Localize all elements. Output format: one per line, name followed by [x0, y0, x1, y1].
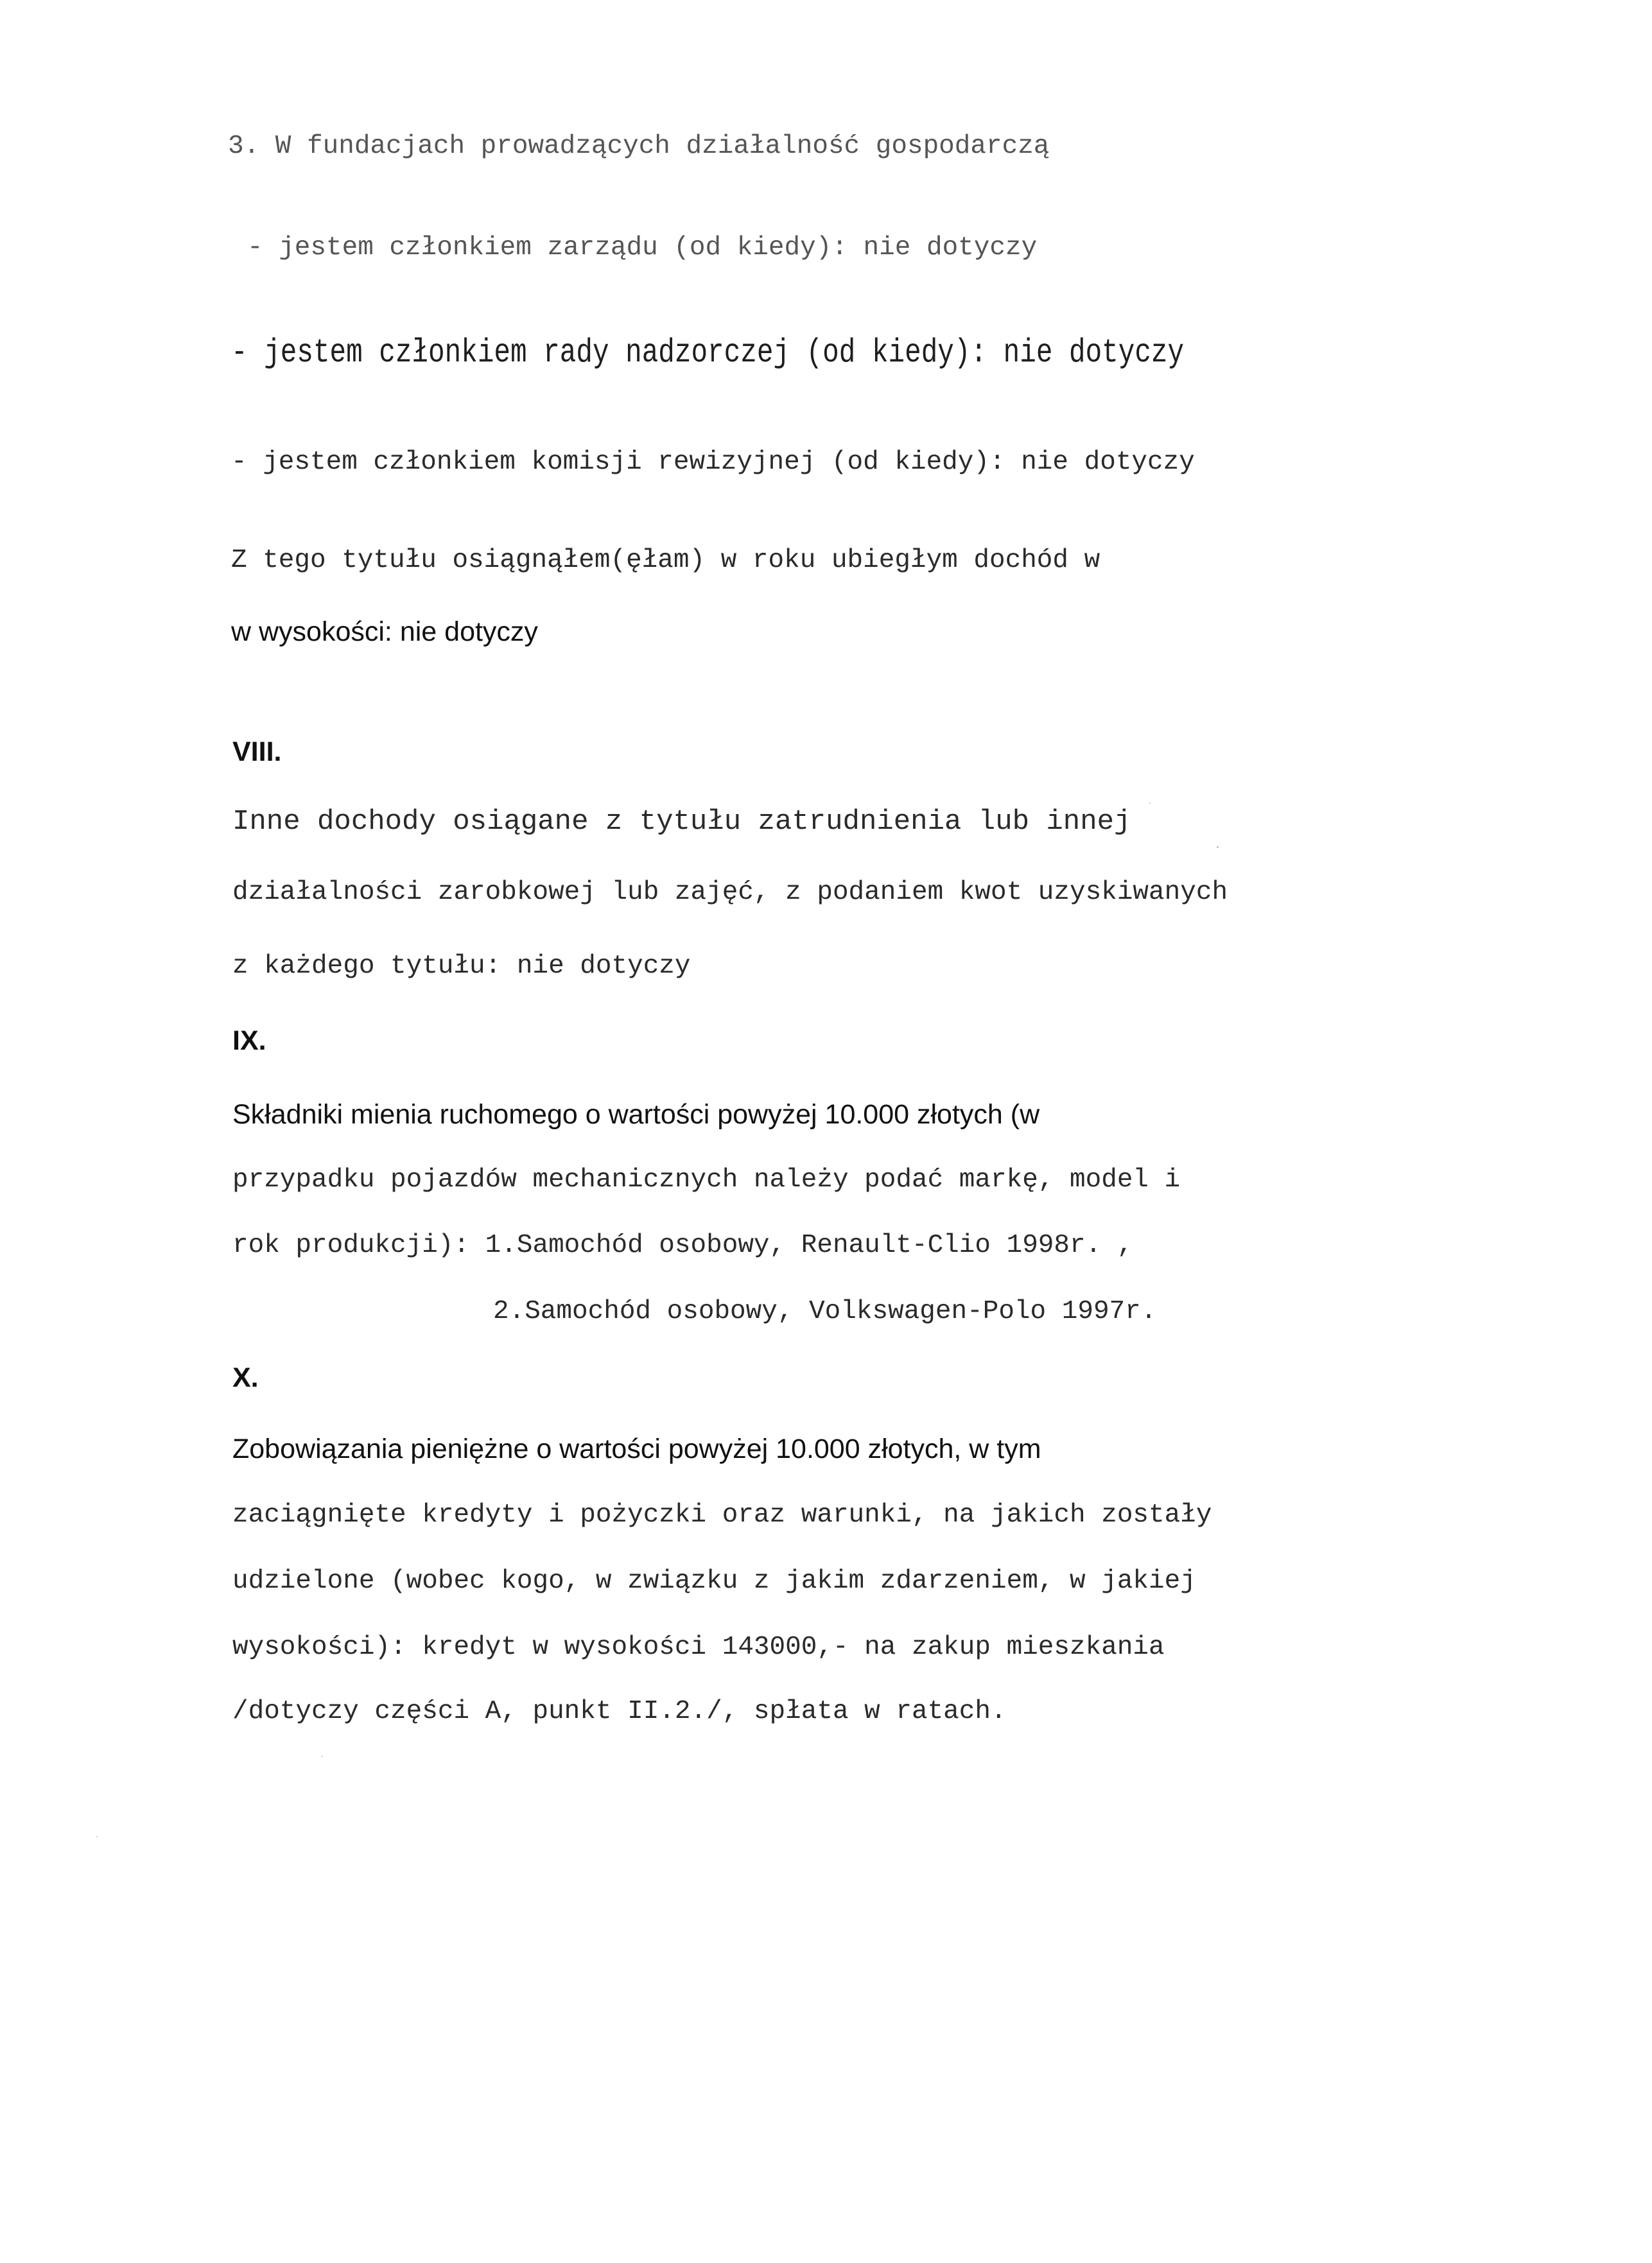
section-ix-line-2: przypadku pojazdów mechanicznych należy podać markę, model i	[232, 1165, 1181, 1195]
section-x-line-5: /dotyczy części A, punkt II.2./, spłata w ratach.	[232, 1697, 1007, 1726]
section-x-line-4: wysokości): kredyt w wysokości 143000,- na zakup mieszkania	[232, 1633, 1165, 1662]
supervisory-board-line: - jestem członkiem rady nadzorczej (od kiedy): nie dotyczy	[231, 334, 1185, 372]
section-x-line-3: udzielone (wobec kogo, w związku z jakim zdarzeniem, w jakiej	[232, 1566, 1196, 1596]
section-x-number: X.	[232, 1362, 259, 1393]
income-line-1: Z tego tytułu osiągnąłem(ęłam) w roku ubiegłym dochód w	[231, 546, 1100, 575]
section-ix-number: IX.	[232, 1025, 266, 1056]
section-viii-line-3: z każdego tytułu: nie dotyczy	[232, 951, 691, 981]
section-viii-number: VIII.	[232, 736, 282, 767]
section-x-line-2: zaciągnięte kredyty i pożyczki oraz warunki, na jakich zostały	[232, 1500, 1212, 1530]
scan-speck	[96, 1836, 98, 1837]
scan-speck	[1149, 802, 1151, 804]
section-ix-line-1: Składniki mienia ruchomego o wartości powyżej 10.000 złotych (w	[232, 1099, 1040, 1130]
section-x-line-1: Zobowiązania pieniężne o wartości powyżej 10.000 złotych, w tym	[232, 1434, 1041, 1464]
audit-committee-line: - jestem członkiem komisji rewizyjnej (od kiedy): nie dotyczy	[231, 447, 1195, 477]
section-viii-line-2: działalności zarobkowej lub zajęć, z podaniem kwot uzyskiwanych	[232, 878, 1228, 907]
board-member-line: - jestem członkiem zarządu (od kiedy): nie dotyczy	[247, 233, 1038, 263]
section-ix-line-3: rok produkcji): 1.Samochód osobowy, Renault-Clio 1998r. ,	[232, 1231, 1133, 1260]
income-line-2: w wysokości: nie dotyczy	[231, 616, 538, 647]
section-viii-line-1: Inne dochody osiągane z tytułu zatrudnienia lub innej	[232, 806, 1131, 838]
foundations-intro: 3. W fundacjach prowadzących działalność gospodarczą	[228, 132, 1050, 161]
scan-speck	[1217, 846, 1219, 848]
section-ix-line-4: 2.Samochód osobowy, Volkswagen-Polo 1997r.	[493, 1297, 1157, 1326]
scan-speck	[321, 1756, 322, 1757]
